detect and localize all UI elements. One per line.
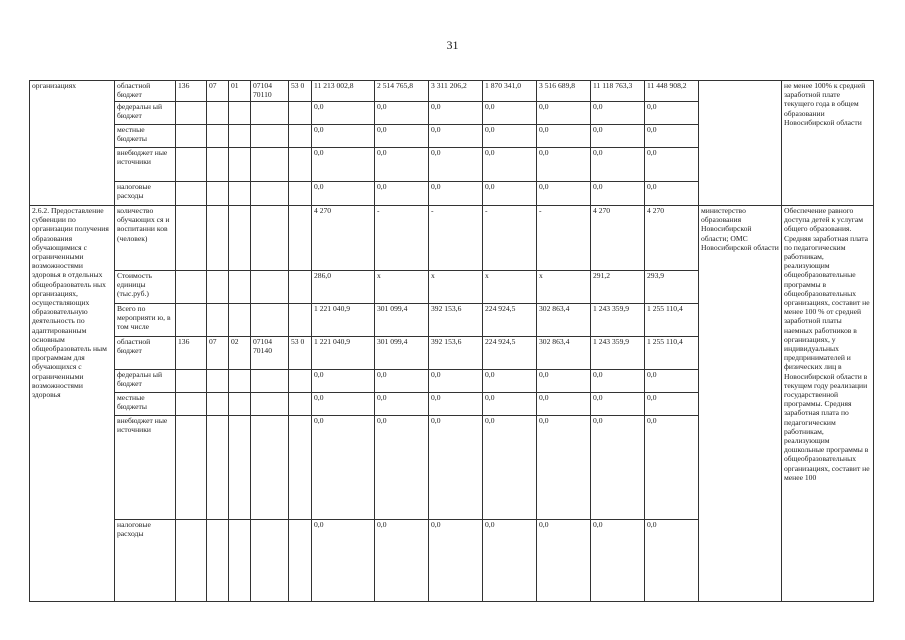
value-cell-text: 224 924,5	[485, 304, 516, 313]
code-rz-cell	[207, 148, 229, 182]
value-cell-text: 0,0	[314, 370, 324, 379]
code-rz-cell	[207, 206, 229, 271]
value-cell	[483, 271, 537, 304]
value-cell	[645, 148, 699, 182]
value-cell-text: 11 118 763,3	[593, 81, 633, 90]
value-cell-text: 0,0	[647, 520, 657, 529]
value-cell-text: 0,0	[377, 102, 387, 111]
value-cell-text: 1 870 341,0	[485, 81, 522, 90]
code-grbs-cell-text: 136	[178, 81, 190, 90]
funding-source-cell	[115, 304, 176, 337]
funding-source-cell	[115, 102, 176, 125]
value-cell-text: -	[377, 206, 380, 215]
value-cell	[537, 416, 591, 520]
value-cell-text: 0,0	[539, 125, 549, 134]
value-cell	[312, 393, 375, 416]
code-rz-cell	[207, 304, 229, 337]
value-cell-text: 1 255 110,4	[647, 304, 683, 313]
code-grbs-cell	[176, 393, 207, 416]
value-cell-text: 0,0	[431, 416, 441, 425]
code-rz-cell	[207, 337, 229, 370]
value-cell	[312, 520, 375, 602]
value-cell-text: 0,0	[593, 125, 603, 134]
code-vr-cell	[289, 81, 312, 102]
value-cell-text: 0,0	[431, 125, 441, 134]
value-cell	[483, 370, 537, 393]
value-cell	[312, 416, 375, 520]
funding-source-cell	[115, 416, 176, 520]
code-pr-cell-text: 01	[231, 81, 239, 90]
value-cell	[591, 370, 645, 393]
code-csr-cell	[251, 337, 289, 370]
value-cell-text: 291,2	[593, 271, 611, 280]
value-cell-text: 11 213 002,8	[314, 81, 354, 90]
value-cell	[375, 393, 429, 416]
value-cell	[591, 102, 645, 125]
value-cell-text: 0,0	[485, 102, 495, 111]
value-cell-text: 0,0	[431, 520, 441, 529]
code-pr-cell	[229, 520, 251, 602]
value-cell-text: 1 243 359,9	[593, 337, 630, 346]
code-rz-cell	[207, 182, 229, 206]
code-csr-cell	[251, 370, 289, 393]
value-cell-text: 0,0	[431, 182, 441, 191]
value-cell-text: 392 153,6	[431, 337, 462, 346]
code-pr-cell	[229, 125, 251, 148]
value-cell-text: 302 863,4	[539, 337, 570, 346]
value-cell-text: 0,0	[377, 393, 387, 402]
funding-source-cell-text: областной бюджет	[117, 337, 151, 356]
value-cell-text: 0,0	[593, 393, 603, 402]
code-pr-cell	[229, 393, 251, 416]
value-cell-text: 301 099,4	[377, 337, 408, 346]
value-cell-text: 0,0	[431, 370, 441, 379]
block1-activity-cell	[30, 81, 115, 206]
value-cell	[483, 416, 537, 520]
value-cell-text: 0,0	[485, 520, 495, 529]
value-cell	[645, 182, 699, 206]
value-cell	[537, 271, 591, 304]
value-cell	[312, 271, 375, 304]
code-vr-cell	[289, 125, 312, 148]
value-cell	[591, 182, 645, 206]
code-rz-cell	[207, 393, 229, 416]
value-cell-text: 0,0	[314, 520, 324, 529]
value-cell	[429, 102, 483, 125]
value-cell-text: 0,0	[485, 393, 495, 402]
block2-activity-cell	[30, 206, 115, 602]
code-pr-cell	[229, 182, 251, 206]
value-cell-text: 0,0	[431, 393, 441, 402]
block1-result-cell-text: не менее 100% к средней заработной плате текущего года в общем образовании Новосибирской области	[784, 81, 866, 127]
value-cell-text: 1 255 110,4	[647, 337, 683, 346]
value-cell-text: 0,0	[377, 520, 387, 529]
value-cell-text: 0,0	[593, 148, 603, 157]
code-grbs-cell	[176, 271, 207, 304]
value-cell-text: 4 270	[593, 206, 611, 215]
value-cell	[483, 102, 537, 125]
funding-source-cell-text: Всего по мероприяти ю, в том числе	[117, 304, 171, 332]
code-pr-cell	[229, 206, 251, 271]
code-csr-cell	[251, 182, 289, 206]
value-cell-text: 0,0	[431, 102, 441, 111]
value-cell-text: 0,0	[314, 102, 324, 111]
funding-source-cell	[115, 206, 176, 271]
code-vr-cell-text: 53 0	[291, 337, 305, 346]
value-cell	[483, 206, 537, 271]
value-cell-text: 0,0	[539, 370, 549, 379]
value-cell	[645, 304, 699, 337]
program-table	[29, 80, 874, 602]
value-cell-text: 11 448 908,2	[647, 81, 687, 90]
value-cell-text: x	[377, 271, 381, 280]
funding-source-cell-text: местные бюджеты	[117, 393, 147, 412]
block2-executor-cell-text: министерство образования Новосибирской области; ОМС Новосибирской области	[701, 206, 779, 252]
code-rz-cell	[207, 271, 229, 304]
code-vr-cell	[289, 393, 312, 416]
value-cell	[645, 337, 699, 370]
value-cell-text: 4 270	[647, 206, 665, 215]
funding-source-cell-text: Стоимость единицы (тыс.руб.)	[117, 271, 152, 299]
value-cell	[429, 370, 483, 393]
code-csr-cell	[251, 206, 289, 271]
funding-source-cell-text: внебюджет ные источники	[117, 416, 168, 435]
value-cell-text: 0,0	[314, 148, 324, 157]
value-cell-text: 1 221 040,9	[314, 337, 351, 346]
funding-source-cell	[115, 520, 176, 602]
code-csr-cell	[251, 81, 289, 102]
block2-activity-cell-text: 2.6.2. Предоставление субвенции по организации получения образования обучающимися с ограниченными возможностями здоровья в отдельных общеобразователь ных организациях, осуществляющих образовательную деятельность по адаптированным основным общеобразователь ным программам для обучающихся с ограниченными возможностями здоровья	[32, 206, 109, 400]
block1-activity-cell-text: организациях	[32, 81, 76, 90]
code-rz-cell	[207, 520, 229, 602]
value-cell-text: 0,0	[314, 125, 324, 134]
value-cell	[645, 393, 699, 416]
value-cell	[537, 182, 591, 206]
value-cell-text: 0,0	[539, 182, 549, 191]
value-cell-text: 0,0	[485, 182, 495, 191]
code-grbs-cell	[176, 182, 207, 206]
block2-executor-cell	[699, 206, 782, 602]
value-cell-text: 224 924,5	[485, 337, 516, 346]
value-cell-text: 0,0	[593, 370, 603, 379]
code-grbs-cell	[176, 520, 207, 602]
value-cell-text: 0,0	[539, 520, 549, 529]
value-cell-text: 0,0	[593, 416, 603, 425]
value-cell-text: 0,0	[485, 148, 495, 157]
funding-source-cell	[115, 81, 176, 102]
code-vr-cell	[289, 337, 312, 370]
code-csr-cell	[251, 148, 289, 182]
value-cell-text: 4 270	[314, 206, 332, 215]
value-cell	[375, 125, 429, 148]
value-cell-text: 0,0	[431, 148, 441, 157]
funding-source-cell	[115, 370, 176, 393]
funding-source-cell	[115, 337, 176, 370]
value-cell-text: 0,0	[647, 148, 657, 157]
code-grbs-cell	[176, 81, 207, 102]
value-cell	[537, 304, 591, 337]
value-cell	[312, 206, 375, 271]
code-csr-cell-text: 07104 70110	[253, 81, 272, 100]
funding-source-cell	[115, 148, 176, 182]
value-cell	[375, 520, 429, 602]
value-cell-text: 0,0	[647, 125, 657, 134]
funding-source-cell-text: областной бюджет	[117, 81, 151, 100]
value-cell-text: 0,0	[377, 416, 387, 425]
value-cell-text: 0,0	[377, 148, 387, 157]
code-grbs-cell	[176, 102, 207, 125]
value-cell	[483, 125, 537, 148]
funding-source-cell-text: налоговые расходы	[117, 520, 151, 539]
value-cell-text: 0,0	[485, 416, 495, 425]
value-cell-text: 0,0	[539, 148, 549, 157]
funding-source-cell	[115, 271, 176, 304]
value-cell-text: x	[539, 271, 543, 280]
value-cell	[591, 337, 645, 370]
value-cell-text: 301 099,4	[377, 304, 408, 313]
value-cell	[483, 81, 537, 102]
value-cell-text: 0,0	[647, 416, 657, 425]
value-cell	[591, 81, 645, 102]
code-vr-cell	[289, 148, 312, 182]
value-cell	[375, 416, 429, 520]
funding-source-cell-text: налоговые расходы	[117, 182, 151, 201]
value-cell	[483, 520, 537, 602]
value-cell	[429, 416, 483, 520]
value-cell	[312, 370, 375, 393]
funding-source-cell-text: федеральн ый бюджет	[117, 370, 163, 389]
value-cell	[537, 337, 591, 370]
value-cell-text: 0,0	[593, 520, 603, 529]
code-vr-cell-text: 53 0	[291, 81, 305, 90]
value-cell	[591, 393, 645, 416]
value-cell	[483, 337, 537, 370]
value-cell	[591, 271, 645, 304]
funding-source-cell-text: внебюджет ные источники	[117, 148, 168, 167]
value-cell	[591, 206, 645, 271]
code-pr-cell-text: 02	[231, 337, 239, 346]
value-cell	[537, 81, 591, 102]
value-cell	[429, 148, 483, 182]
value-cell-text: 0,0	[485, 370, 495, 379]
value-cell	[591, 416, 645, 520]
value-cell-text: 0,0	[647, 102, 657, 111]
code-vr-cell	[289, 370, 312, 393]
value-cell-text: x	[485, 271, 489, 280]
value-cell-text: 3 311 206,2	[431, 81, 467, 90]
value-cell-text: -	[485, 206, 488, 215]
value-cell	[645, 520, 699, 602]
value-cell	[312, 304, 375, 337]
value-cell-text: 0,0	[647, 393, 657, 402]
value-cell	[645, 125, 699, 148]
code-grbs-cell	[176, 370, 207, 393]
value-cell-text: 0,0	[377, 125, 387, 134]
value-cell-text: 0,0	[647, 370, 657, 379]
code-vr-cell	[289, 182, 312, 206]
value-cell	[483, 304, 537, 337]
value-cell	[537, 125, 591, 148]
value-cell	[312, 148, 375, 182]
code-rz-cell-text: 07	[209, 81, 217, 90]
value-cell	[537, 370, 591, 393]
value-cell	[429, 304, 483, 337]
value-cell-text: 286,0	[314, 271, 332, 280]
value-cell	[483, 148, 537, 182]
value-cell	[375, 304, 429, 337]
value-cell-text: 392 153,6	[431, 304, 462, 313]
code-pr-cell	[229, 337, 251, 370]
value-cell	[312, 102, 375, 125]
value-cell	[429, 271, 483, 304]
table-row	[30, 81, 874, 102]
value-cell	[645, 206, 699, 271]
code-grbs-cell	[176, 304, 207, 337]
value-cell	[429, 206, 483, 271]
funding-source-cell	[115, 125, 176, 148]
value-cell-text: 0,0	[647, 182, 657, 191]
code-rz-cell	[207, 102, 229, 125]
code-pr-cell	[229, 81, 251, 102]
code-csr-cell	[251, 304, 289, 337]
code-grbs-cell-text: 136	[178, 337, 190, 346]
funding-source-cell-text: федеральн ый бюджет	[117, 102, 163, 121]
code-grbs-cell	[176, 125, 207, 148]
value-cell	[375, 206, 429, 271]
value-cell	[429, 337, 483, 370]
value-cell	[537, 102, 591, 125]
value-cell	[375, 370, 429, 393]
funding-source-cell-text: местные бюджеты	[117, 125, 147, 144]
code-vr-cell	[289, 206, 312, 271]
code-grbs-cell	[176, 416, 207, 520]
code-pr-cell	[229, 102, 251, 125]
value-cell	[375, 148, 429, 182]
value-cell	[483, 182, 537, 206]
block2-result-cell-text: Обеспечение равного доступа детей к услугам общего образования. Средняя заработная плата по педагогическим работникам, реализующим общеобразовательные программы в общеобразовательных организациях, составит не менее 100 % от средней заработной платы наемных работников в организациях, у индивидуальных предпринимателей и физических лиц в Новосибирской области в текущем году реализации государственной программы. Средняя заработная плата по педагогическим работникам, реализующим дошкольные программы в общеобразовательных организациях, составит не менее 100	[784, 206, 870, 482]
code-csr-cell	[251, 271, 289, 304]
value-cell	[375, 102, 429, 125]
code-rz-cell-text: 07	[209, 337, 217, 346]
code-grbs-cell	[176, 337, 207, 370]
value-cell-text: 1 243 359,9	[593, 304, 630, 313]
value-cell	[645, 102, 699, 125]
code-pr-cell	[229, 416, 251, 520]
value-cell-text: 302 863,4	[539, 304, 570, 313]
value-cell	[483, 393, 537, 416]
value-cell-text: 1 221 040,9	[314, 304, 351, 313]
value-cell	[375, 182, 429, 206]
value-cell-text: 0,0	[377, 182, 387, 191]
value-cell-text: 0,0	[539, 102, 549, 111]
value-cell-text: 0,0	[539, 416, 549, 425]
block1-executor-cell	[699, 81, 782, 206]
code-pr-cell	[229, 370, 251, 393]
value-cell	[429, 125, 483, 148]
page-number: 31	[446, 38, 459, 52]
value-cell	[429, 520, 483, 602]
block1-result-cell	[782, 81, 874, 206]
code-vr-cell	[289, 520, 312, 602]
table-row	[30, 206, 874, 271]
code-vr-cell	[289, 416, 312, 520]
value-cell	[429, 393, 483, 416]
value-cell	[645, 81, 699, 102]
value-cell	[312, 125, 375, 148]
value-cell-text: 3 516 689,8	[539, 81, 576, 90]
code-rz-cell	[207, 81, 229, 102]
value-cell	[645, 370, 699, 393]
code-pr-cell	[229, 271, 251, 304]
code-rz-cell	[207, 370, 229, 393]
code-vr-cell	[289, 304, 312, 337]
value-cell-text: -	[539, 206, 542, 215]
value-cell	[375, 337, 429, 370]
value-cell-text: 0,0	[485, 125, 495, 134]
code-vr-cell	[289, 271, 312, 304]
value-cell-text: 0,0	[377, 370, 387, 379]
code-csr-cell-text: 07104 70140	[253, 337, 272, 356]
code-csr-cell	[251, 125, 289, 148]
value-cell	[537, 148, 591, 182]
value-cell-text: 0,0	[314, 393, 324, 402]
funding-source-cell	[115, 182, 176, 206]
code-pr-cell	[229, 304, 251, 337]
value-cell-text: x	[431, 271, 435, 280]
code-grbs-cell	[176, 148, 207, 182]
value-cell-text: 0,0	[539, 393, 549, 402]
funding-source-cell-text: количество обучающих ся и воспитанни ков (человек)	[117, 206, 170, 243]
value-cell	[429, 182, 483, 206]
value-cell	[312, 337, 375, 370]
code-vr-cell	[289, 102, 312, 125]
value-cell	[312, 81, 375, 102]
code-csr-cell	[251, 520, 289, 602]
value-cell-text: 0,0	[593, 182, 603, 191]
value-cell	[537, 520, 591, 602]
code-csr-cell	[251, 416, 289, 520]
value-cell	[591, 148, 645, 182]
code-pr-cell	[229, 148, 251, 182]
value-cell	[537, 393, 591, 416]
value-cell-text: 2 514 765,8	[377, 81, 414, 90]
code-csr-cell	[251, 393, 289, 416]
code-grbs-cell	[176, 206, 207, 271]
value-cell	[375, 271, 429, 304]
block2-result-cell	[782, 206, 874, 602]
value-cell	[645, 271, 699, 304]
value-cell	[375, 81, 429, 102]
value-cell-text: 293,9	[647, 271, 665, 280]
code-rz-cell	[207, 125, 229, 148]
value-cell	[312, 182, 375, 206]
value-cell-text: 0,0	[593, 102, 603, 111]
value-cell	[591, 520, 645, 602]
value-cell-text: -	[431, 206, 434, 215]
value-cell-text: 0,0	[314, 182, 324, 191]
code-rz-cell	[207, 416, 229, 520]
value-cell-text: 0,0	[314, 416, 324, 425]
code-csr-cell	[251, 102, 289, 125]
value-cell	[429, 81, 483, 102]
value-cell	[591, 125, 645, 148]
value-cell	[591, 304, 645, 337]
funding-source-cell	[115, 393, 176, 416]
value-cell	[645, 416, 699, 520]
value-cell	[537, 206, 591, 271]
